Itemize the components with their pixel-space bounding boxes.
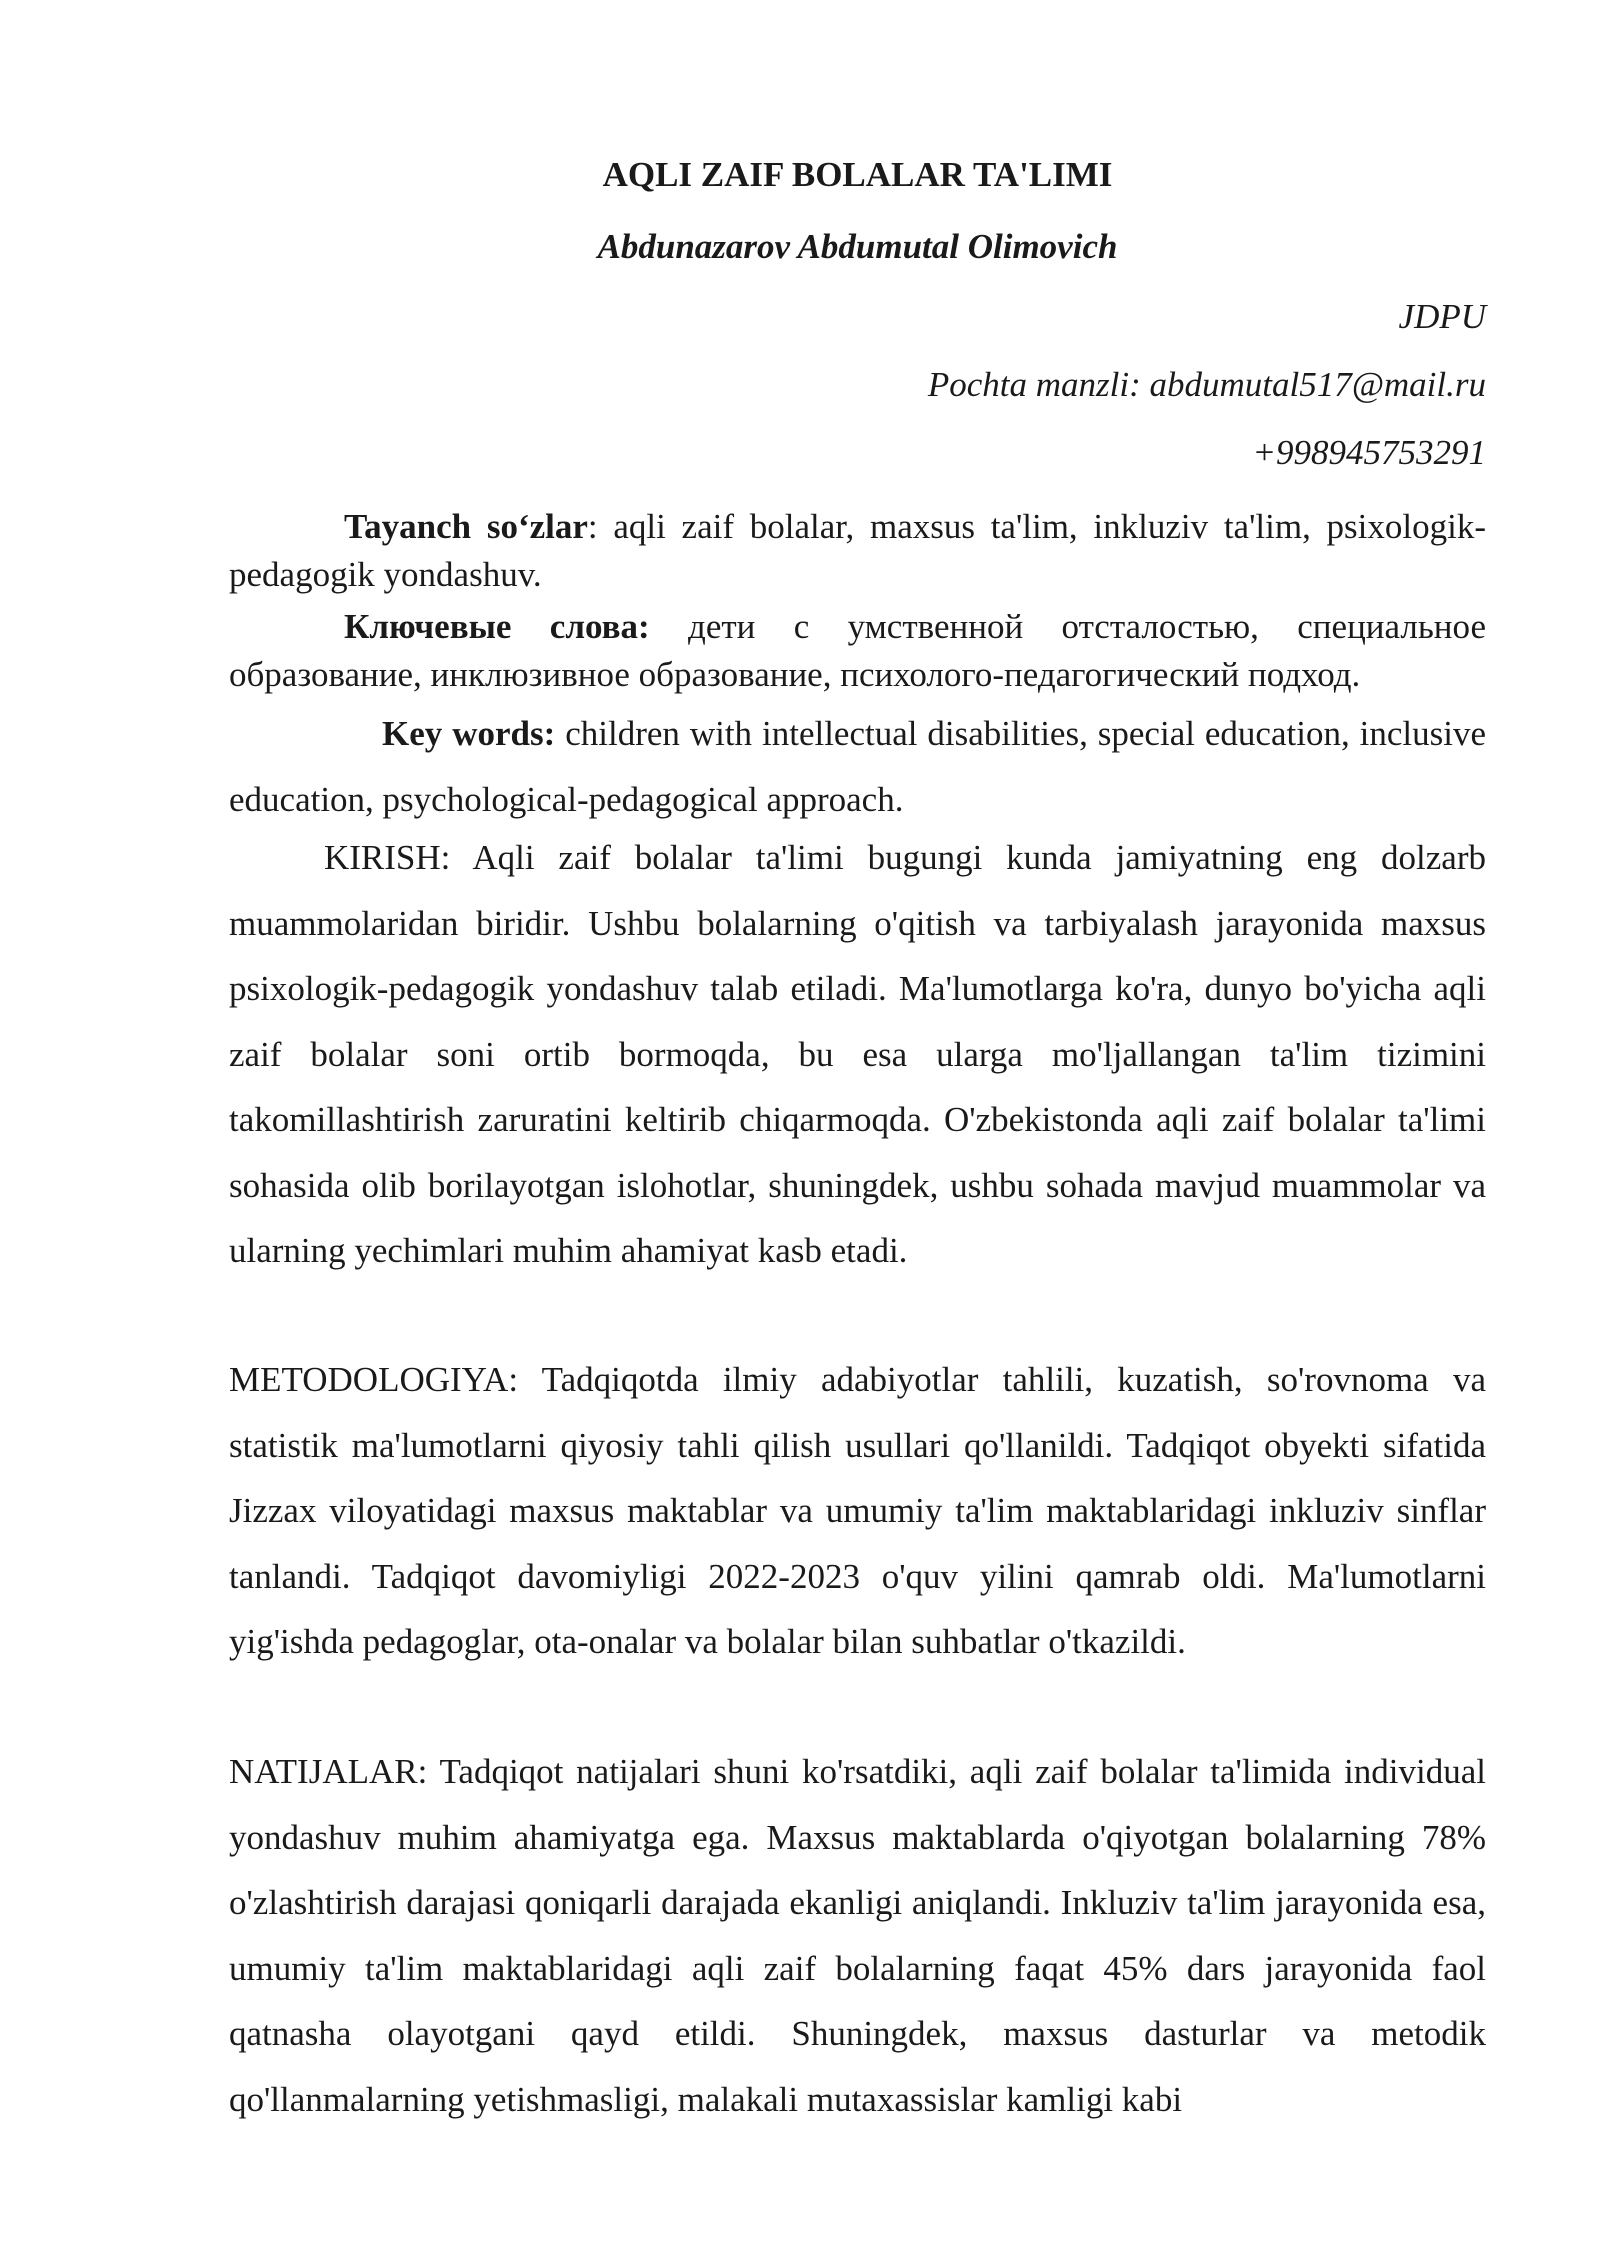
keywords-ru-text: дети с умственной отсталостью, специальное образование, инклюзивное образование, психолого-педагогический подход. — [229, 607, 1486, 694]
methodology-paragraph: METODOLOGIYA: Tadqiqotda ilmiy adabiyotlar tahlili, kuzatish, so'rovnoma va statistik ma'lumotlarni qiyosiy tahli qilish usullari qo'llanildi. Tadqiqot obyekti sifatida Jizzax viloyatidagi maxsus maktablar va umumiy ta'lim maktablaridagi inkluziv sinflar tanlandi. Tadqiqot davomiyligi 2022-2023 o'quv yilini qamrab oldi. Ma'lumotlarni yig'ishda pedagoglar, ota-onalar va bolalar bilan suhbatlar o'tkazildi. — [229, 1360, 1486, 1661]
paper-title: AQLI ZAIF BOLALAR TA'LIMI — [602, 155, 1113, 194]
keywords-uz-label: Tayanch so‘zlar — [344, 507, 588, 546]
affiliation: JDPU — [1398, 297, 1486, 336]
keywords-en — [229, 701, 1486, 833]
keywords-uz-text: : aqli zaif bolalar, maxsus ta'lim, inkluziv ta'lim, psixologik-pedagogik yondashuv. — [229, 507, 1486, 594]
keywords-ru — [229, 603, 1486, 699]
email-line: Pochta manzli: abdumutal517@mail.ru — [927, 365, 1486, 404]
keywords-en-text: children with intellectual disabilities, special education, inclusive education, psychological-pedagogical approach. — [229, 714, 1487, 819]
keywords-uz — [229, 503, 1486, 599]
phone-number: +998945753291 — [1252, 433, 1486, 472]
keywords-en-label: Key words: — [382, 714, 556, 753]
author-name: Abdunazarov Abdumutal Olimovich — [597, 227, 1118, 266]
keywords-ru-label: Ключевые слова: — [344, 607, 650, 646]
results-paragraph: NATIJALAR: Tadqiqot natijalari shuni ko'rsatdiki, aqli zaif bolalar ta'limida individual yondashuv muhim ahamiyatga ega. Maxsus maktablarda o'qiyotgan bolalarning 78% o'zlashtirish darajasi qoniqarli darajada ekanligi aniqlandi. Inkluziv ta'lim jarayonida esa, umumiy ta'lim maktablaridagi aqli zaif bolalarning faqat 45% dars jarayonida faol qatnasha olayotgani qayd etildi. Shuningdek, maxsus dasturlar va metodik qo'llanmalarning yetishmasligi, malakali mutaxassislar kamligi kabi — [229, 1752, 1486, 2119]
intro-paragraph: KIRISH: Aqli zaif bolalar ta'limi bugungi kunda jamiyatning eng dolzarb muammolaridan biridir. Ushbu bolalarning o'qitish va tarbiyalash jarayonida maxsus psixologik-pedagogik yondashuv talab etiladi. Ma'lumotlarga ko'ra, dunyo bo'yicha aqli zaif bolalar soni ortib bormoqda, bu esa ularga mo'ljallangan ta'lim tizimini takomillashtirish zaruratini keltirib chiqarmoqda. O'zbekistonda aqli zaif bolalar ta'limi sohasida olib borilayotgan islohotlar, shuningdek, ushbu sohada mavjud muammolar va ularning yechimlari muhim ahamiyat kasb etadi. — [229, 838, 1486, 1270]
